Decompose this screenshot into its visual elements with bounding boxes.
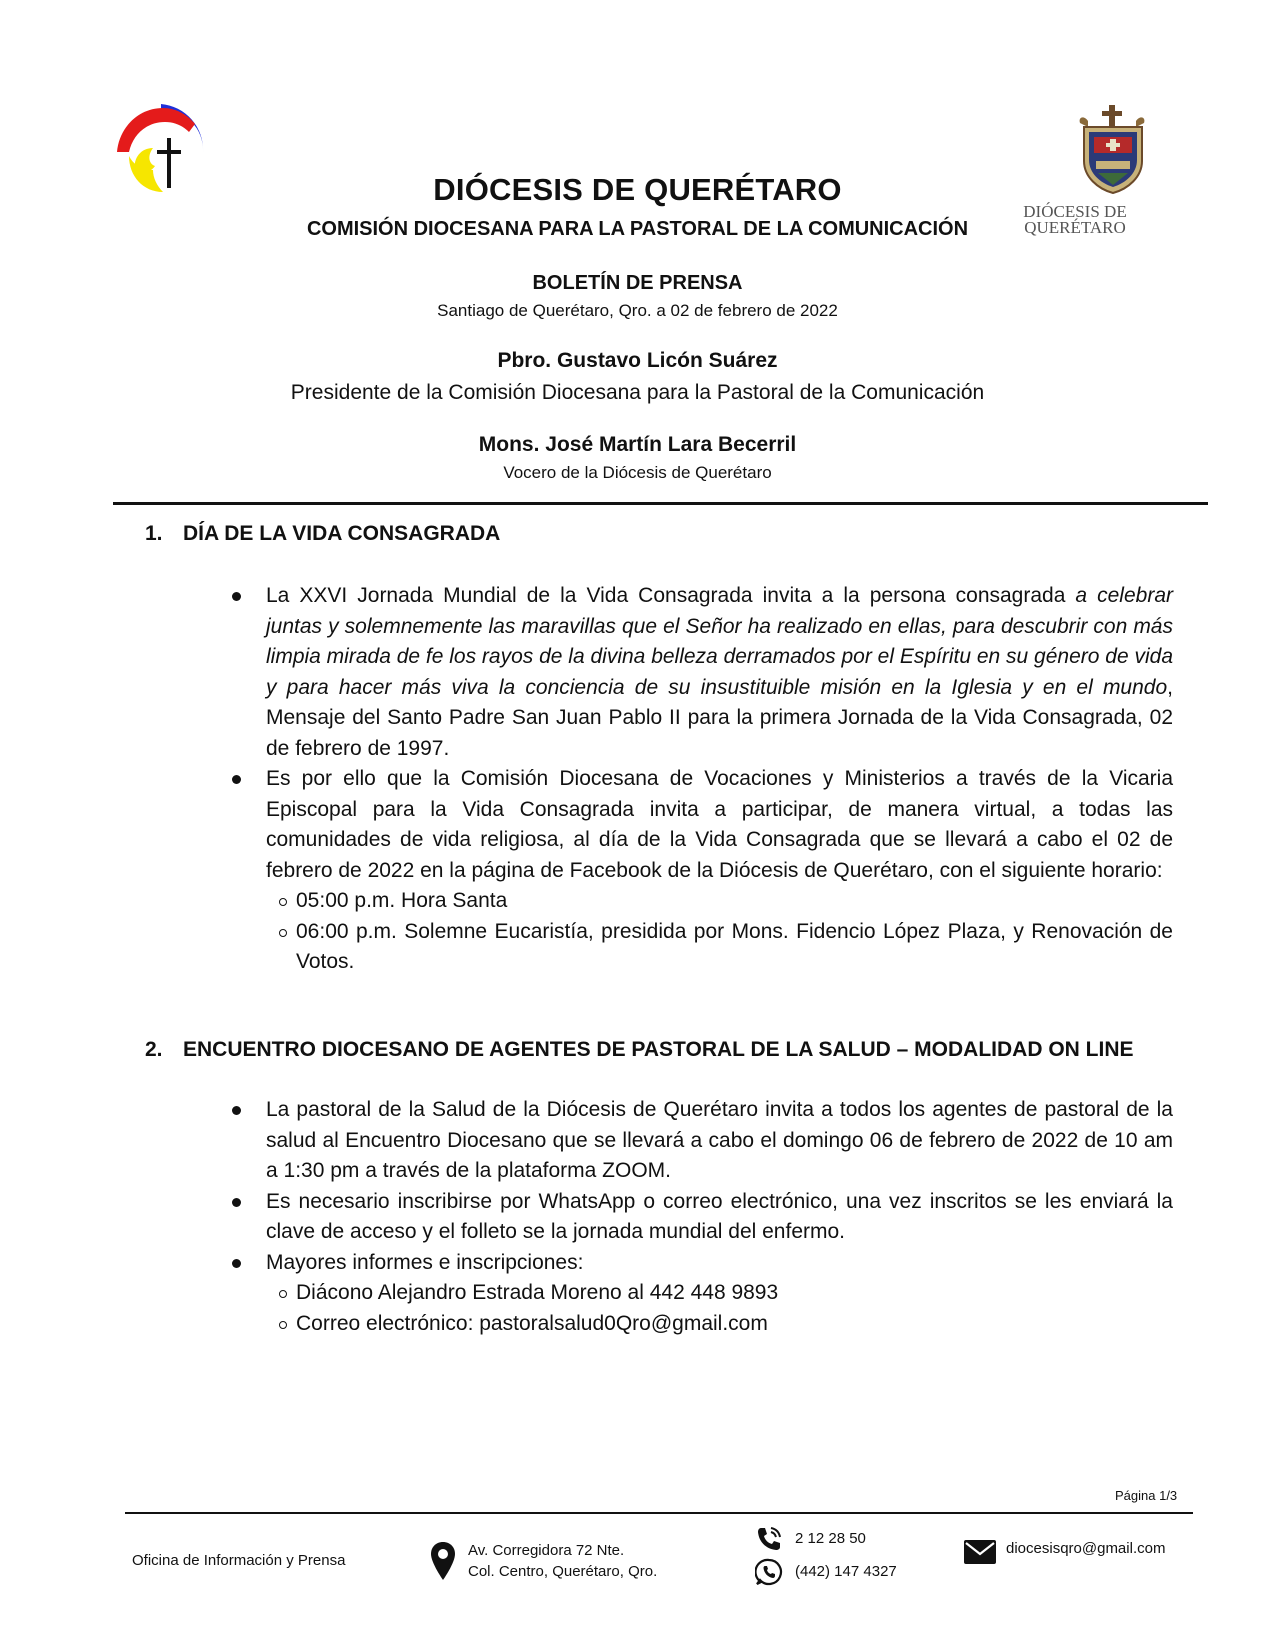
- page-subtitle: COMISIÓN DIOCESANA PARA LA PASTORAL DE LA COMUNICACIÓN: [306, 218, 969, 240]
- footer-divider: [125, 1512, 1193, 1514]
- location-pin-icon: [430, 1541, 456, 1581]
- list-item: La XXVI Jornada Mundial de la Vida Consagrada invita a la persona consagrada a celebrar juntas y solemnemente las maravillas que el Señor ha realizado en ellas, para descubrir con más limpia mirada de fe los rayos de la divina belleza derramados por el Espíritu en su género de vida y para hacer más viva la conciencia de su insustituible misión en la Iglesia y en el mundo, Mensaje del Santo Padre San Juan Pablo II para la primera Jornada de la Vida Consagrada, 02 de febrero de 1997.: [230, 581, 1173, 764]
- phone-icon: [755, 1526, 783, 1552]
- person1-role: Presidente de la Comisión Diocesana para la Pastoral de la Comunicación: [290, 381, 985, 404]
- sub-list-item: Correo electrónico: pastoralsalud0Qro@gmail.com: [230, 1309, 1173, 1340]
- envelope-icon: [964, 1540, 996, 1564]
- section2-heading: [145, 1038, 1134, 1062]
- phone-number: 2 12 28 50: [795, 1530, 866, 1547]
- date-line: Santiago de Querétaro, Qro. a 02 de febrero de 2022: [437, 301, 838, 320]
- office-name: Oficina de Información y Prensa: [132, 1552, 346, 1569]
- whatsapp-icon: [755, 1558, 783, 1586]
- section1-list: [230, 581, 1173, 978]
- diocese-crest: [1023, 105, 1168, 237]
- list-item: Es por ello que la Comisión Diocesana de Vocaciones y Ministerios a través de la Vicaria Episcopal para la Vida Consagrada invita a participar, de manera virtual, a todas las comunidades de vida religiosa, al día de la Vida Consagrada que se llevará a cabo el 02 de febrero de 2022 en la página de Facebook de la Diócesis de Querétaro, con el siguiente horario:: [230, 764, 1173, 886]
- person2-name: Mons. José Martín Lara Becerril: [478, 433, 797, 456]
- list-item: La pastoral de la Salud de la Diócesis de Querétaro invita a todos los agentes de pastoral de la salud al Encuentro Diocesano que se llevará a cabo el domingo 06 de febrero de 2022 de 10 am a 1:30 pm a través de la plataforma ZOOM.: [230, 1095, 1173, 1187]
- sub-list-item: 06:00 p.m. Solemne Eucaristía, presidida por Mons. Fidencio López Plaza, y Renovación de Votos.: [230, 917, 1173, 978]
- list-item: Es necesario inscribirse por WhatsApp o correo electrónico, una vez inscritos se les enviará la clave de acceso y el folleto se la jornada mundial del enfermo.: [230, 1187, 1173, 1248]
- address-line2: Col. Centro, Querétaro, Qro.: [468, 1563, 658, 1580]
- section2-list: [230, 1095, 1173, 1339]
- sub-list-item: Diácono Alejandro Estrada Moreno al 442 448 9893: [230, 1278, 1173, 1309]
- section1-title: DÍA DE LA VIDA CONSAGRADA: [183, 522, 501, 545]
- address: [468, 1540, 657, 1582]
- section2-number: 2.: [145, 1038, 163, 1061]
- sub-list-item: 05:00 p.m. Hora Santa: [230, 886, 1173, 917]
- contact-email: diocesisqro@gmail.com: [1006, 1540, 1166, 1557]
- header-divider: [113, 502, 1208, 505]
- list-item: Mayores informes e inscripciones:: [230, 1248, 1173, 1279]
- section1-heading: [145, 522, 500, 546]
- address-line1: Av. Corregidora 72 Nte.: [468, 1542, 625, 1559]
- person2-role: Vocero de la Diócesis de Querétaro: [503, 463, 772, 482]
- crest-text-line1: DIÓCESIS DE: [1023, 202, 1127, 221]
- section2-title: ENCUENTRO DIOCESANO DE AGENTES DE PASTORAL DE LA SALUD – MODALIDAD ON LINE: [183, 1038, 1134, 1061]
- page-title: DIÓCESIS DE QUERÉTARO: [433, 172, 842, 207]
- section1-number: 1.: [145, 522, 163, 545]
- bulletin-label: BOLETÍN DE PRENSA: [532, 272, 743, 294]
- whatsapp-number: (442) 147 4327: [795, 1563, 897, 1580]
- crest-text-line2: QUERÉTARO: [1024, 218, 1126, 237]
- page-number: Página 1/3: [1115, 1488, 1178, 1503]
- person1-name: Pbro. Gustavo Licón Suárez: [497, 349, 778, 372]
